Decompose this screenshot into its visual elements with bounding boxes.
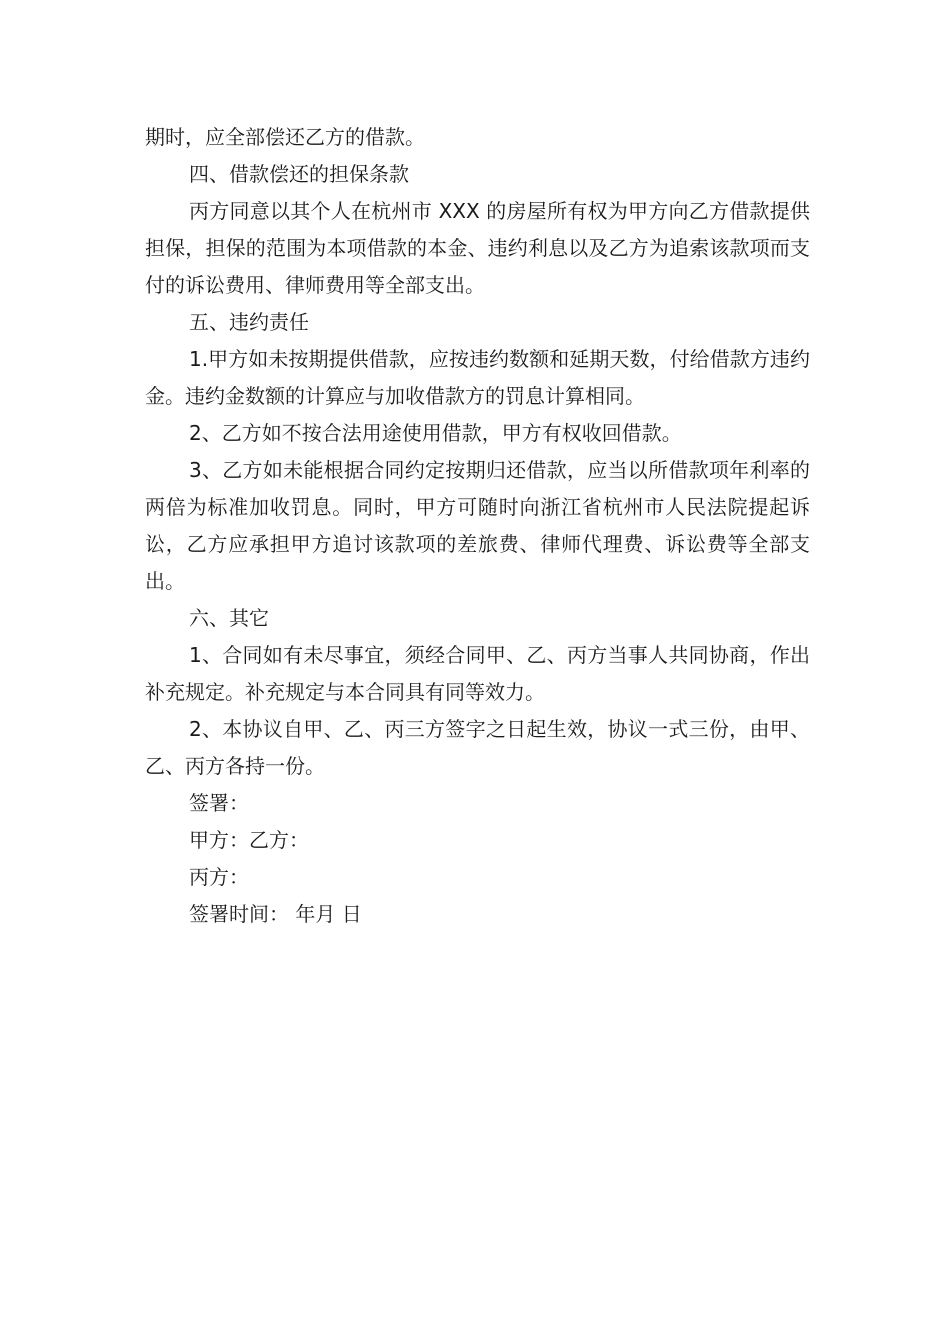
paragraph-other-2: 2、本协议自甲、乙、丙三方签字之日起生效，协议一式三份，由甲、乙、丙方各持一份。	[145, 717, 810, 778]
signature-date: 签署时间： 年月 日	[189, 902, 362, 926]
heading-other: 六、其它	[189, 606, 269, 630]
heading-breach-liability: 五、违约责任	[189, 310, 309, 334]
document-body	[145, 119, 810, 933]
paragraph-breach-1: 1.甲方如未按期提供借款，应按违约数额和延期天数，付给借款方违约金。违约金数额的计算应与加收借款方的罚息计算相同。	[145, 347, 810, 408]
paragraph-other-1: 1、合同如有未尽事宜，须经合同甲、乙、丙方当事人共同协商，作出补充规定。补充规定与本合同具有同等效力。	[145, 643, 810, 704]
paragraph-breach-2: 2、乙方如不按合法用途使用借款，甲方有权收回借款。	[189, 421, 682, 445]
signature-party-a-b: 甲方：乙方：	[189, 828, 309, 852]
paragraph-guarantee: 丙方同意以其个人在杭州市 XXX 的房屋所有权为甲方向乙方借款提供担保，担保的范围为本项借款的本金、违约利息以及乙方为追索该款项而支付的诉讼费用、律师费用等全部支出。	[145, 199, 810, 297]
paragraph-breach-3: 3、乙方如未能根据合同约定按期归还借款，应当以所借款项年利率的两倍为标准加收罚息。同时，甲方可随时向浙江省杭州市人民法院提起诉讼，乙方应承担甲方追讨该款项的差旅费、律师代理费、诉讼费等全部支出。	[145, 458, 810, 593]
paragraph-repayment-end: 期时，应全部偿还乙方的借款。	[145, 125, 425, 149]
heading-guarantee-clause: 四、借款偿还的担保条款	[189, 162, 409, 186]
signature-party-c: 丙方：	[189, 865, 249, 889]
signature-label: 签署：	[189, 791, 249, 815]
